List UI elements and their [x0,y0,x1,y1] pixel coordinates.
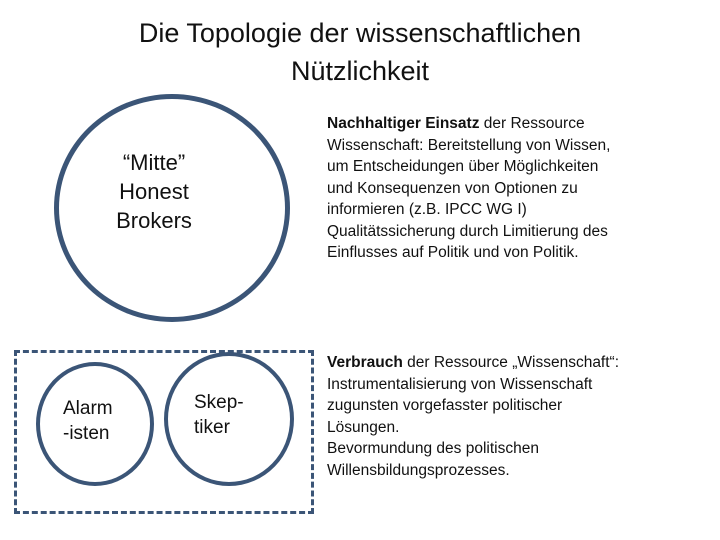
sustainable-use-first-line-rest: der Ressource [479,115,585,132]
sustainable-use-line: um Entscheidungen über Möglichkeiten [327,158,599,175]
sustainable-use-line: und Konsequenzen von Optionen zu [327,179,578,197]
consumption-line: Bevormundung des politischen [327,440,539,457]
honest-brokers-line-3: Brokers [116,208,192,233]
sustainable-use-line: Wissenschaft: Bereitstellung von Wissen, [327,136,611,154]
consumption-description [327,352,707,481]
skeptiker-line-2: tiker [194,417,230,438]
consumption-first-line-rest: der Ressource „Wissenschaft“: [402,354,620,371]
honest-brokers-line-1: “Mitte” [122,150,186,175]
sustainable-use-line: Einflusses auf Politik und von Politik. [327,244,579,261]
alarmisten-line-1: Alarm [63,398,113,419]
alarmisten-line-2: -isten [63,423,110,444]
sustainable-use-description [327,113,707,264]
consumption-line: Willensbildungsprozesses. [327,461,510,479]
title-line-1: Die Topologie der wissenschaftlichen [138,18,582,48]
consumption-line: Lösungen. [327,418,400,436]
sustainable-use-line: informieren (z.B. IPCC WG I) [327,201,527,218]
skeptiker-line-1: Skep- [194,392,244,413]
sustainable-use-first-line [327,113,707,135]
consumption-line: Instrumentalisierung von Wissenschaft [327,375,593,393]
alarmisten-label [63,396,113,446]
consumption-first-line [327,352,707,374]
consumption-line: zugunsten vorgefasster politischer [327,397,563,414]
consumption-heading: Verbrauch [327,354,403,371]
page-title [60,14,660,90]
sustainable-use-line: Qualitätssicherung durch Limitierung des [327,222,608,240]
skeptiker-label [194,390,244,440]
title-line-2: Nützlichkeit [290,56,430,86]
honest-brokers-line-2: Honest [119,179,189,204]
honest-brokers-label [54,148,254,235]
sustainable-use-heading: Nachhaltiger Einsatz [327,115,480,132]
